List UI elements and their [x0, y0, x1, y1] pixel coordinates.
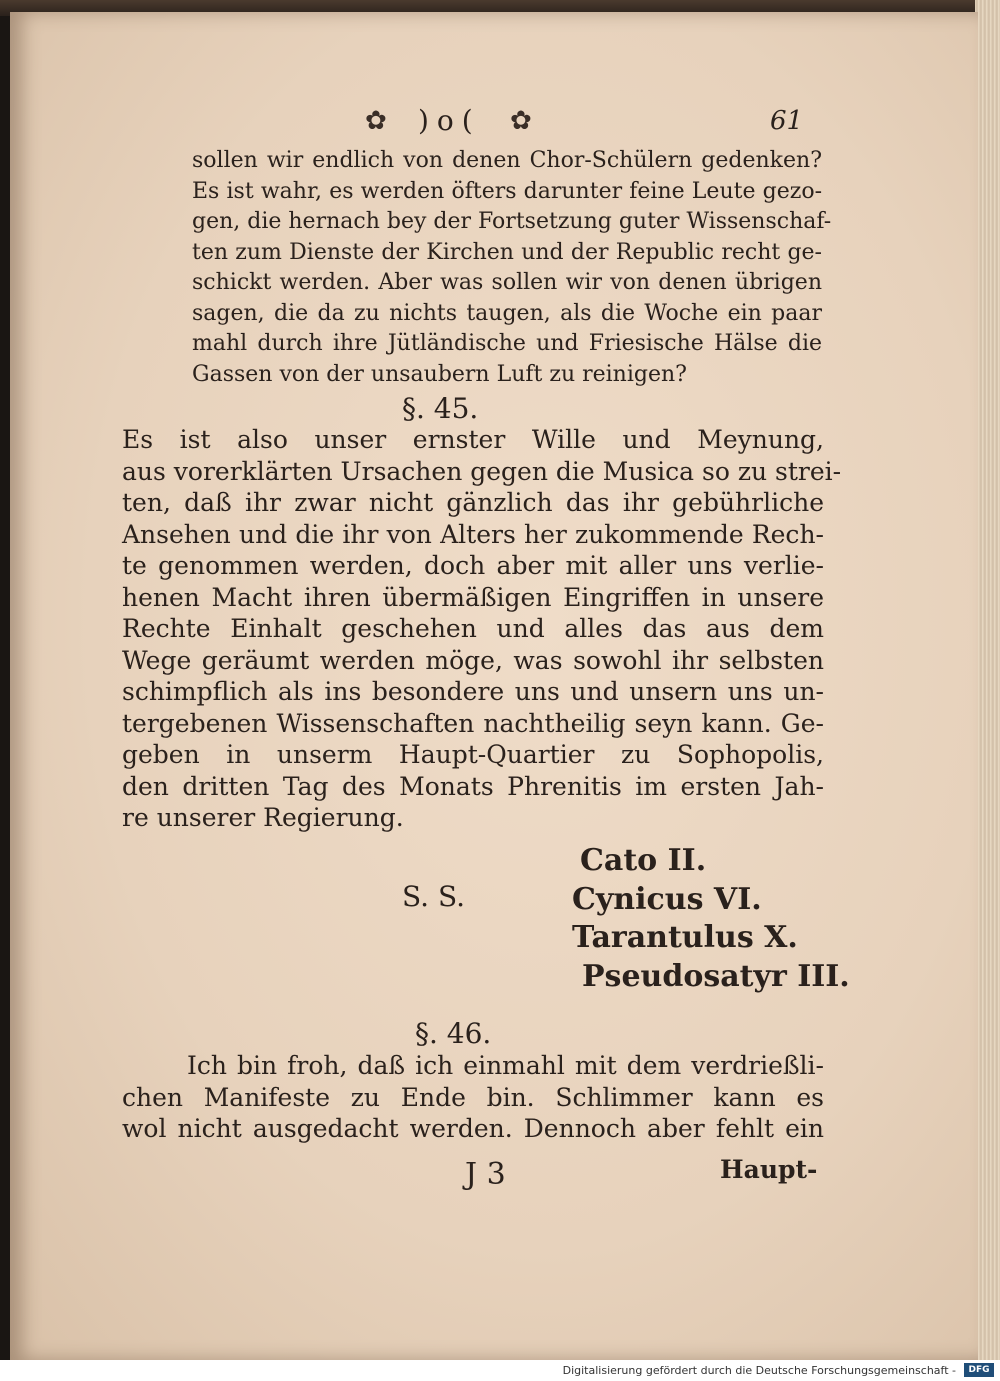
book-page	[10, 12, 978, 1360]
text-line: chen Manifeste zu Ende bin. Schlimmer kann es	[122, 1082, 824, 1112]
signatory: Cato II.	[580, 843, 707, 878]
text-line: gen, die hernach bey der Fortsetzung guter Wissenschaf-	[192, 209, 832, 234]
page-number: 61	[770, 106, 804, 136]
text-line: Rechte Einhalt geschehen und alles das aus dem	[122, 614, 824, 643]
text-line: Wege geräumt werden möge, was sowohl ihr selbsten	[122, 645, 824, 675]
text-line: ten zum Dienste der Kirchen und der Republic recht ge-	[192, 239, 822, 265]
text-line: schickt werden. Aber was sollen wir von denen übrigen	[192, 270, 822, 295]
paragraph-46	[122, 1050, 824, 1145]
text-line: te genommen werden, doch aber mit aller uns verlie-	[122, 551, 824, 580]
text-line: Ich bin froh, daß ich einmahl mit dem verdrießli-	[187, 1051, 824, 1080]
text-line: re unserer Regierung.	[122, 803, 404, 832]
text-line: wol nicht ausgedacht werden. Dennoch aber fehlt ein	[122, 1114, 824, 1143]
digitization-footer	[0, 1360, 1000, 1381]
signatory: Tarantulus X.	[572, 920, 798, 955]
floral-ornament-icon: ✿	[510, 106, 532, 136]
text-line: geben in unserm Haupt-Quartier zu Sophopolis,	[122, 740, 824, 769]
running-header	[10, 104, 978, 144]
text-line: Gassen von der unsaubern Luft zu reinigen?	[192, 361, 687, 387]
text-line: den dritten Tag des Monats Phrenitis im ersten Jah-	[122, 771, 824, 801]
paragraph-45	[122, 424, 842, 834]
text-line: Ansehen und die ihr von Alters her zukommende Rech-	[122, 519, 824, 549]
floral-ornament-icon: ✿	[365, 106, 387, 136]
text-line: henen Macht ihren übermäßigen Eingriffen in unsere	[122, 582, 824, 612]
dfg-logo: DFG	[964, 1363, 994, 1377]
signatory: Pseudosatyr III.	[582, 958, 850, 994]
text-line: sagen, die da zu nichts taugen, als die Woche ein paar	[192, 300, 822, 326]
text-line: tergebenen Wissenschaften nachtheilig seyn kann. Ge-	[122, 708, 824, 738]
footer-credit: Digitalisierung gefördert durch die Deutsche Forschungsgemeinschaft -	[562, 1364, 956, 1377]
signatory: Cynicus VI.	[572, 881, 762, 917]
text-line: Es ist wahr, es werden öfters darunter feine Leute gezo-	[192, 178, 822, 204]
header-mark: )o(	[418, 104, 481, 137]
section-heading-46: §. 46.	[415, 1017, 492, 1050]
signature-block	[572, 842, 850, 996]
text-line: schimpflich als ins besondere uns und unsern uns un-	[122, 677, 824, 706]
text-line: mahl durch ihre Jütländische und Friesische Hälse die	[192, 331, 822, 356]
seal-mark: S. S.	[402, 880, 466, 913]
text-line: Es ist also unser ernster Wille und Meynung,	[122, 425, 824, 454]
text-line: ten, daß ihr zwar nicht gänzlich das ihr gebührliche	[122, 488, 824, 517]
section-heading-45: §. 45.	[402, 392, 479, 425]
paragraph-continuation	[192, 146, 832, 390]
text-line: aus vorerklärten Ursachen gegen die Musica so zu strei-	[122, 456, 842, 486]
book-page-edges	[975, 0, 1000, 1360]
printer-signature-mark: J 3	[465, 1157, 506, 1192]
catchword: Haupt-	[720, 1155, 818, 1184]
text-line: sollen wir endlich von denen Chor-Schülern gedenken?	[192, 148, 822, 173]
